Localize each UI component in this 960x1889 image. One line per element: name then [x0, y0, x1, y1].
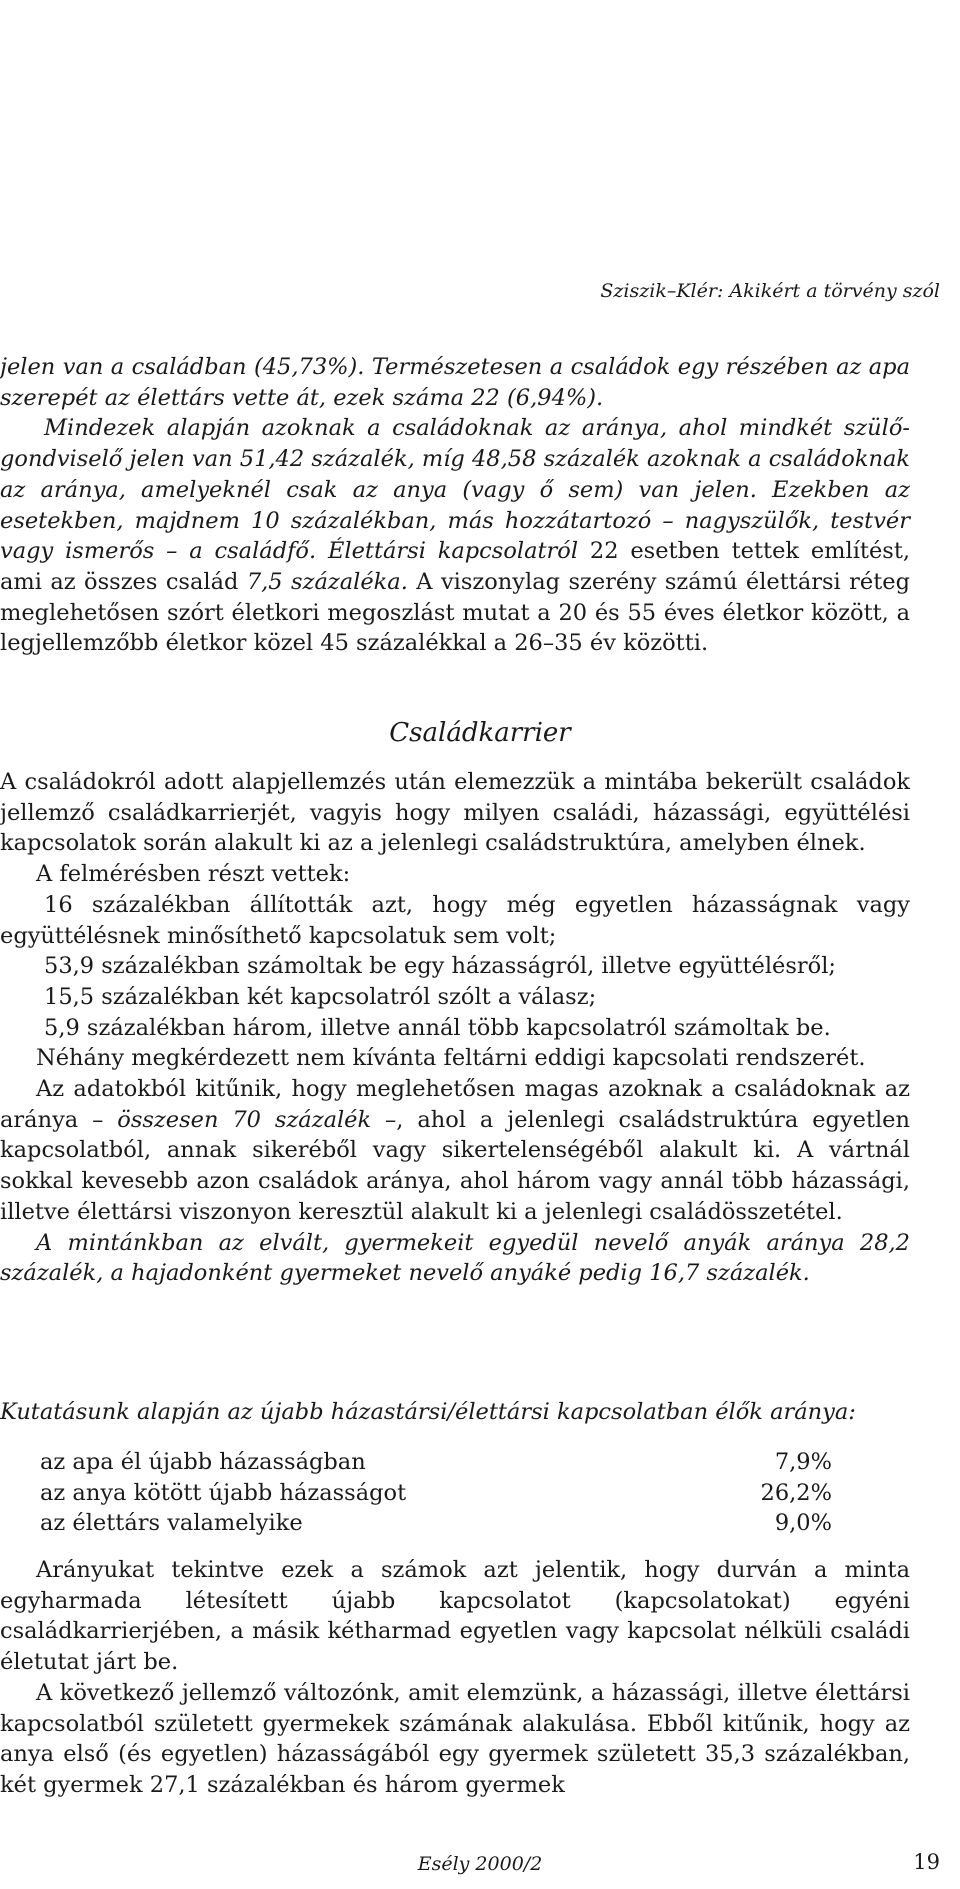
journal-footer: Esély 2000/2 — [417, 1853, 543, 1875]
list-item: 16 százalékban állították azt, hogy még egyetlen házasságnak vagy együttélésnek minősíthető kapcsolatuk sem volt; — [0, 891, 910, 949]
running-header: Sziszik–Klér: Akikért a törvény szól — [600, 280, 940, 302]
paragraph: Néhány megkérdezett nem kívánta feltárni eddigi kapcsolati rendszerét. — [36, 1045, 866, 1072]
stat-label: az apa él újabb házasságban — [40, 1449, 366, 1475]
table-row — [40, 1508, 832, 1539]
paragraph: A családokról adott alapjellemzés után elemezzük a mintába bekerült családok jellemző családkarrierjét, vagyis hogy milyen családi, házassági, együttélési kapcsolatok során alakult ki az a jelenlegi családstruktúra, amelyben élnek. — [0, 769, 910, 857]
stats-table — [40, 1447, 832, 1539]
stat-value: 9,0% — [774, 1510, 832, 1537]
bottom-text-block — [0, 1555, 910, 1801]
table-row — [40, 1447, 832, 1478]
table-row — [40, 1478, 832, 1509]
paragraph: A felmérésben részt vettek: — [36, 861, 351, 888]
paragraph: Mindezek alapján azoknak a családoknak az aránya, ahol mindkét szülő-gondviselő jelen van 51,42 százalék, míg 48,58 százalék azoknak a családoknak az aránya, amelyeknél csak az anya (vagy ő sem) van jelen. Ezekben az esetekben, majdnem 10 százalékban, más hozzátartozó – nagyszülők, testvér vagy ismerős – a családfő. Élettársi kapcsolatról 22 esetben tettek említést, ami az összes család 7,5 százaléka. A viszonylag szerény számú élettársi réteg meglehetősen szórt életkori megoszlást mutat a 20 és 55 éves életkor között, a legjellemzőbb életkor közel 45 százalékkal a 26–35 év közötti. — [0, 415, 911, 657]
paragraph: jelen van a családban (45,73%). Természetesen a családok egy részében az apa szerepét az élettárs vette át, ezek száma 22 (6,94%). — [0, 354, 910, 411]
paragraph: A mintánkban az elvált, gyermekeit egyedül nevelő anyák aránya 28,2 százalék, a hajadonként gyermeket nevelő anyáké pedig 16,7 százalék. — [0, 1229, 910, 1287]
stat-label: az anya kötött újabb házasságot — [40, 1479, 407, 1506]
paragraph: Arányukat tekintve ezek a számok azt jelentik, hogy durván a minta egyharmada létesített újabb kapcsolatot (kapcsolatokat) egyéni családkarrierjében, a másik kétharmad egyetlen vagy kapcsolat nélküli családi életutat járt be. — [0, 1557, 910, 1676]
list-item: 53,9 százalékban számoltak be egy házasságról, illetve együttélésről; — [44, 953, 836, 980]
top-text-block — [0, 352, 910, 659]
paragraph: A következő jellemző változónk, amit elemzünk, a házassági, illetve élettársi kapcsolatból született gyermekek számának alakulása. Ebből kitűnik, hogy az anya első (és egyetlen) házasságából egy gyermek született 35,3 százalékban, két gyermek 27,1 százalékban és három gyermek — [0, 1679, 910, 1798]
list-item: 15,5 százalékban két kapcsolatról szólt a válasz; — [44, 983, 597, 1010]
section-title: Családkarrier — [389, 718, 571, 748]
stat-value: 26,2% — [760, 1479, 832, 1506]
page-number: 19 — [913, 1850, 940, 1874]
section-text-block — [0, 767, 910, 1289]
stat-label: az élettárs valamelyike — [40, 1510, 303, 1537]
stat-value: 7,9% — [774, 1449, 832, 1475]
paragraph: Az adatokból kitűnik, hogy meglehetősen magas azoknak a családoknak az aránya – összesen 70 százalék –, ahol a jelenlegi családstruktúra egyetlen kapcsolatból, annak sikeréből vagy sikertelenségéből alakult ki. A vártnál sokkal kevesebb azon családok aránya, ahol három vagy annál több házassági, illetve élettársi viszonyon keresztül alakult ki a jelenlegi családösszetétel. — [0, 1076, 910, 1225]
list-item: 5,9 százalékban három, illetve annál több kapcsolatról számoltak be. — [44, 1014, 831, 1041]
stats-heading: Kutatásunk alapján az újabb házastársi/élettársi kapcsolatban élők aránya: — [0, 1399, 856, 1425]
